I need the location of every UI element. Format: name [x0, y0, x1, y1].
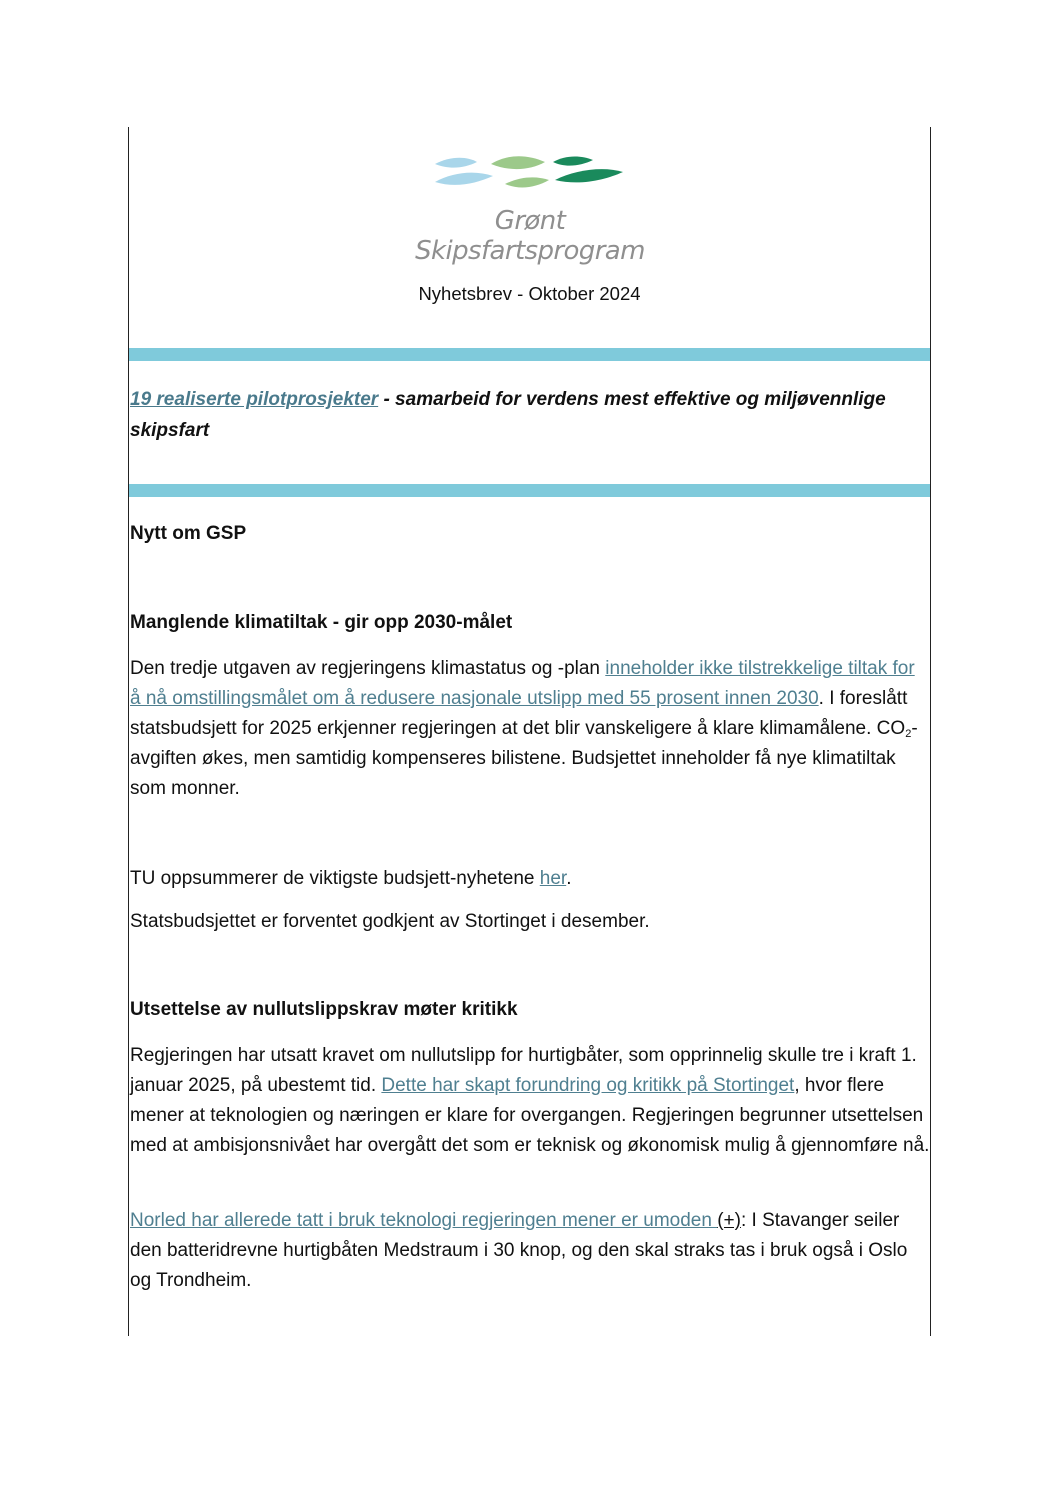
wave-logo-icon	[395, 152, 665, 202]
article-paragraph: TU oppsummerer de viktigste budsjett-nyhetene her.	[130, 868, 572, 889]
article-paragraph: Statsbudsjettet er forventet godkjent av Stortinget i desember.	[130, 911, 650, 932]
article-link[interactable]: Norled har allerede tatt i bruk teknologi regjeringen mener er umoden	[130, 1210, 718, 1231]
article-paragraph: Regjeringen har utsatt kravet om nullutslipp for hurtigbåter, som opprinnelig skulle tre i kraft 1. januar 2025, på ubestemt tid. Dette har skapt forundring og kritikk på Stortinget, hvor flere mener at teknologien og næringen er klare for overgangen. Regjeringen begrunner utsettelsen med at ambisjonsnivået har overgått det som er teknisk og økonomisk mulig å gjennomføre nå.	[130, 1045, 930, 1156]
gsp-logo	[395, 152, 665, 266]
divider-band	[129, 484, 930, 497]
article-title: Utsettelse av nullutslippskrav møter kritikk	[130, 999, 518, 1020]
article-link[interactable]: Dette har skapt forundring og kritikk på Stortinget	[381, 1075, 795, 1096]
issue-date: Nyhetsbrev - Oktober 2024	[418, 283, 641, 304]
article-title: Manglende klimatiltak - gir opp 2030-målet	[130, 612, 513, 633]
section-title: Nytt om GSP	[130, 523, 247, 544]
article-paragraph: Den tredje utgaven av regjeringens klimastatus og -plan inneholder ikke tilstrekkelige tiltak for å nå omstillingsmålet om å redusere nasjonale utslipp med 55 prosent innen 2030. I foreslått statsbudsjett for 2025 erkjenner regjeringen at det blir vanskeligere å klare klimamålene. $CO_2$-avgiften økes, men samtidig kompenseres bilistene. Budsjettet inneholder få nye klimatiltak som monner.	[130, 658, 918, 799]
headline-link[interactable]: 19 realiserte pilotprosjekter	[130, 389, 379, 410]
logo-wordmark: Grønt Skipsfartsprogram	[415, 206, 645, 266]
headline-text: - samarbeid for verdens mest effektive og miljøvennlige skipsfart	[130, 389, 886, 441]
paywall-link[interactable]: (+)	[717, 1210, 741, 1231]
article-link[interactable]: inneholder ikke tilstrekkelige tiltak for å nå omstillingsmålet om å redusere nasjonale utslipp med 55 prosent innen 2030	[130, 658, 915, 709]
here-link[interactable]: her	[539, 868, 567, 889]
article-paragraph: Norled har allerede tatt i bruk teknologi regjeringen mener er umoden (+): I Stavanger seiler den batteridrevne hurtigbåten Medstraum i 30 knop, og den skal straks tas i bruk også i Oslo og Trondheim.	[130, 1210, 908, 1291]
divider-band	[129, 348, 930, 361]
headline	[130, 384, 890, 446]
